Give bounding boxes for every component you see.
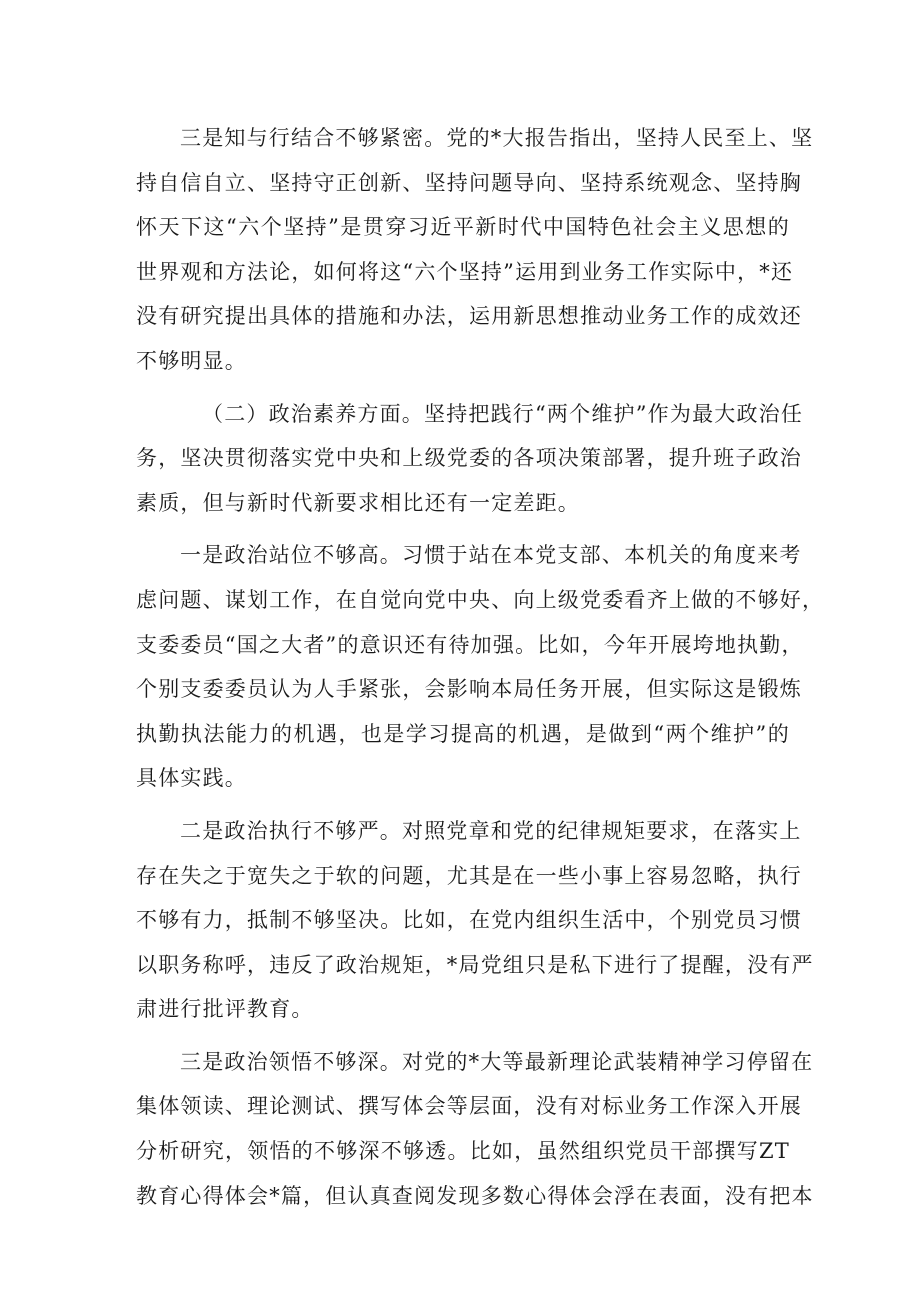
text-line: 分析研究，领悟的不够深不够透。比如，虽然组织党员干部撰写ZT [136,1139,790,1164]
text-line: （二）政治素养方面。坚持把践行“两个维护”作为最大政治任 [202,401,804,426]
document-body [136,116,825,1218]
text-line: 肃进行批评教育。 [136,997,314,1022]
text-line: 虑问题、谋划工作，在自觉向党中央、向上级党委看齐上做的不够好， [136,587,825,612]
text-line: 没有研究提出具体的措施和办法，运用新思想推动业务工作的成效还 [136,304,802,329]
text-line: 素质，但与新时代新要求相比还有一定差距。 [136,490,580,515]
text-line: 教育心得体会*篇，但认真查阅发现多数心得体会浮在表面，没有把本 [136,1183,814,1208]
text-line: 三是政治领悟不够深。对党的*大等最新理论武装精神学习停留在 [180,1049,814,1074]
text-line: 具体实践。 [136,766,247,791]
text-line: 个别支委委员认为人手紧张，会影响本局任务开展，但实际这是锻炼 [136,677,802,702]
text-line: 世界观和方法论，如何将这“六个坚持”运用到业务工作实际中，*还 [136,259,794,284]
text-line: 怀天下这“六个坚持”是贯穿习近平新时代中国特色社会主义思想的 [136,215,790,240]
text-line: 集体领读、理论测试、撰写体会等层面，没有对标业务工作深入开展 [136,1094,802,1119]
text-line: 不够有力，抵制不够坚决。比如，在党内组织生活中，个别党员习惯 [136,908,802,933]
paragraph-knowledge-practice [136,116,814,384]
text-line: 三是知与行结合不够紧密。党的*大报告指出，坚持人民至上、坚 [180,126,814,150]
text-line: 以职务称呼，违反了政治规矩，*局党组只是私下进行了提醒，没有严 [136,952,814,977]
text-line: 持自信自立、坚持守正创新、坚持问题导向、坚持系统观念、坚持胸 [136,170,802,195]
paragraph-section-heading-political-literacy [136,392,804,526]
text-line: 不够明显。 [136,348,247,373]
text-line: 执勤执法能力的机遇，也是学习提高的机遇，是做到“两个维护”的 [136,721,790,746]
text-line: 存在失之于宽失之于软的问题，尤其是在一些小事上容易忽略，执行 [136,863,802,888]
text-line: 支委委员“国之大者”的意识还有待加强。比如，今年开展垮地执勤， [136,632,804,657]
paragraph-political-understanding [136,1040,814,1218]
text-line: 务，坚决贯彻落实党中央和上级党委的各项决策部署，提升班子政治 [136,446,802,471]
text-line: 二是政治执行不够严。对照党章和党的纪律规矩要求，在落实上 [180,818,802,843]
paragraph-political-position [136,533,825,801]
paragraph-political-execution [136,809,814,1032]
text-line: 一是政治站位不够高。习惯于站在本党支部、本机关的角度来考 [180,543,802,568]
